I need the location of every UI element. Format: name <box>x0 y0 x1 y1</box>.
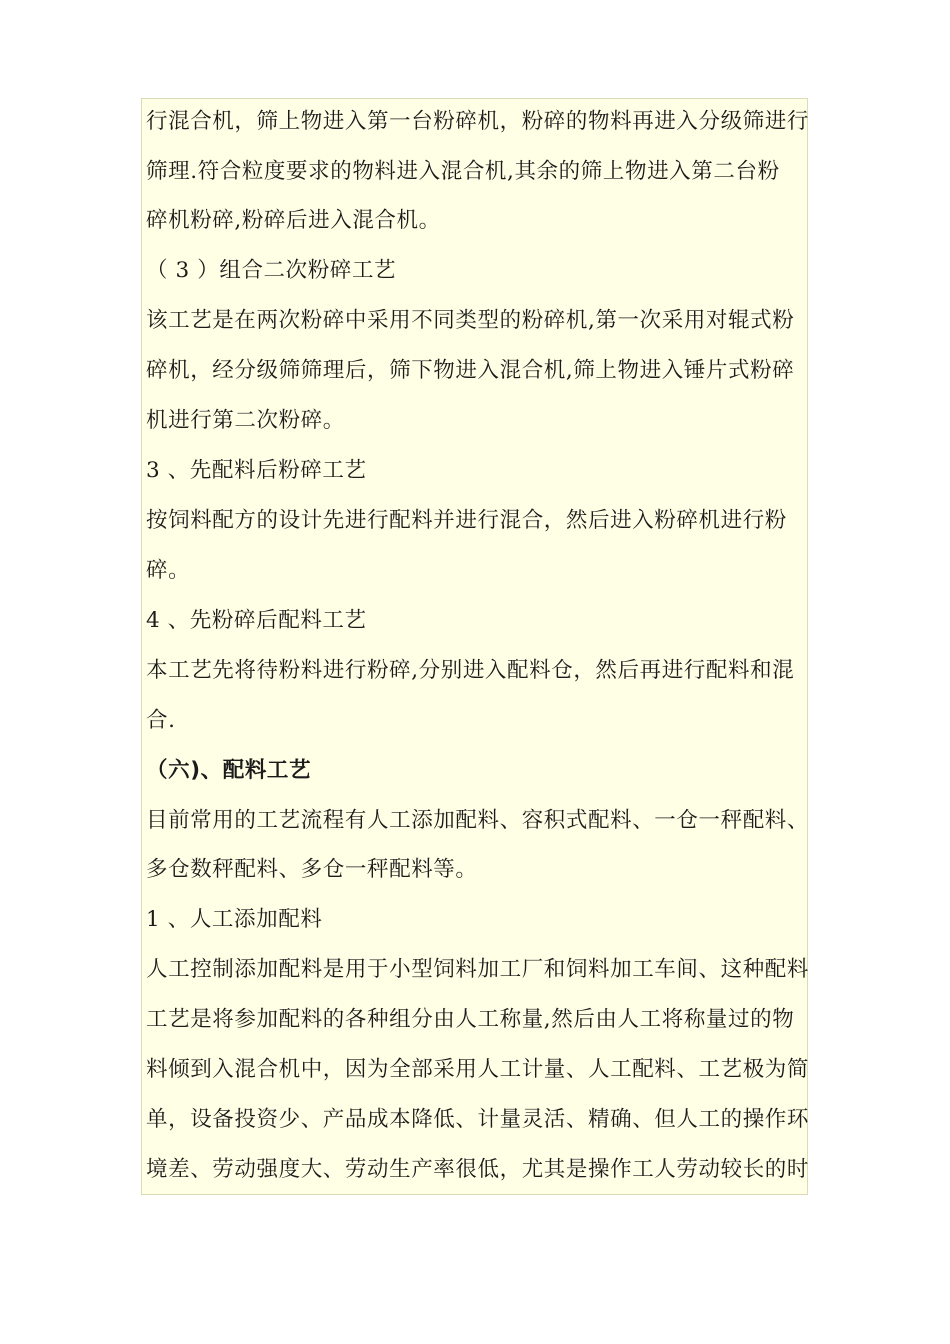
section-heading-combined-double-grinding: （ 3 ）组合二次粉碎工艺 <box>146 258 397 283</box>
text-line: 机进行第二次粉碎。 <box>146 408 345 433</box>
document-body <box>141 98 808 1195</box>
section-heading-grind-then-batch: 4 、先粉碎后配料工艺 <box>146 608 367 633</box>
text-line: 工艺是将参加配料的各种组分由人工称量,然后由人工将称量过的物 <box>146 1007 795 1032</box>
text-line: 目前常用的工艺流程有人工添加配料、容积式配料、一仓一秤配料、 <box>146 808 810 833</box>
text-line: 碎机，经分级筛筛理后，筛下物进入混合机,筛上物进入锤片式粉碎 <box>146 358 795 383</box>
text-line: 本工艺先将待粉料进行粉碎,分别进入配料仓，然后再进行配料和混 <box>146 658 795 683</box>
text-line: 人工控制添加配料是用于小型饲料加工厂和饲料加工车间、这种配料 <box>146 957 810 982</box>
text-line: 碎机粉碎,粉碎后进入混合机。 <box>146 208 441 233</box>
section-heading-manual-batching: 1 、人工添加配料 <box>146 907 323 932</box>
chapter-heading-batching-process: （六)、配料工艺 <box>146 758 312 783</box>
text-line: 合. <box>146 708 176 733</box>
text-line: 多仓数秤配料、多仓一秤配料等。 <box>146 857 478 882</box>
text-line: 单，设备投资少、产品成本降低、计量灵活、精确、但人工的操作环 <box>146 1107 810 1132</box>
text-line: 该工艺是在两次粉碎中采用不同类型的粉碎机,第一次采用对辊式粉 <box>146 308 795 333</box>
text-line: 境差、劳动强度大、劳动生产率很低，尤其是操作工人劳动较长的时 <box>146 1157 810 1182</box>
text-line: 筛理.符合粒度要求的物料进入混合机,其余的筛上物进入第二台粉 <box>146 159 780 184</box>
section-heading-batch-then-grind: 3 、先配料后粉碎工艺 <box>146 458 367 483</box>
text-line: 行混合机，筛上物进入第一台粉碎机，粉碎的物料再进入分级筛进行 <box>146 109 810 134</box>
text-line: 按饲料配方的设计先进行配料并进行混合，然后进入粉碎机进行粉 <box>146 508 787 533</box>
text-line: 碎。 <box>146 558 191 583</box>
text-line: 料倾到入混合机中，因为全部采用人工计量、人工配料、工艺极为简 <box>146 1057 810 1082</box>
